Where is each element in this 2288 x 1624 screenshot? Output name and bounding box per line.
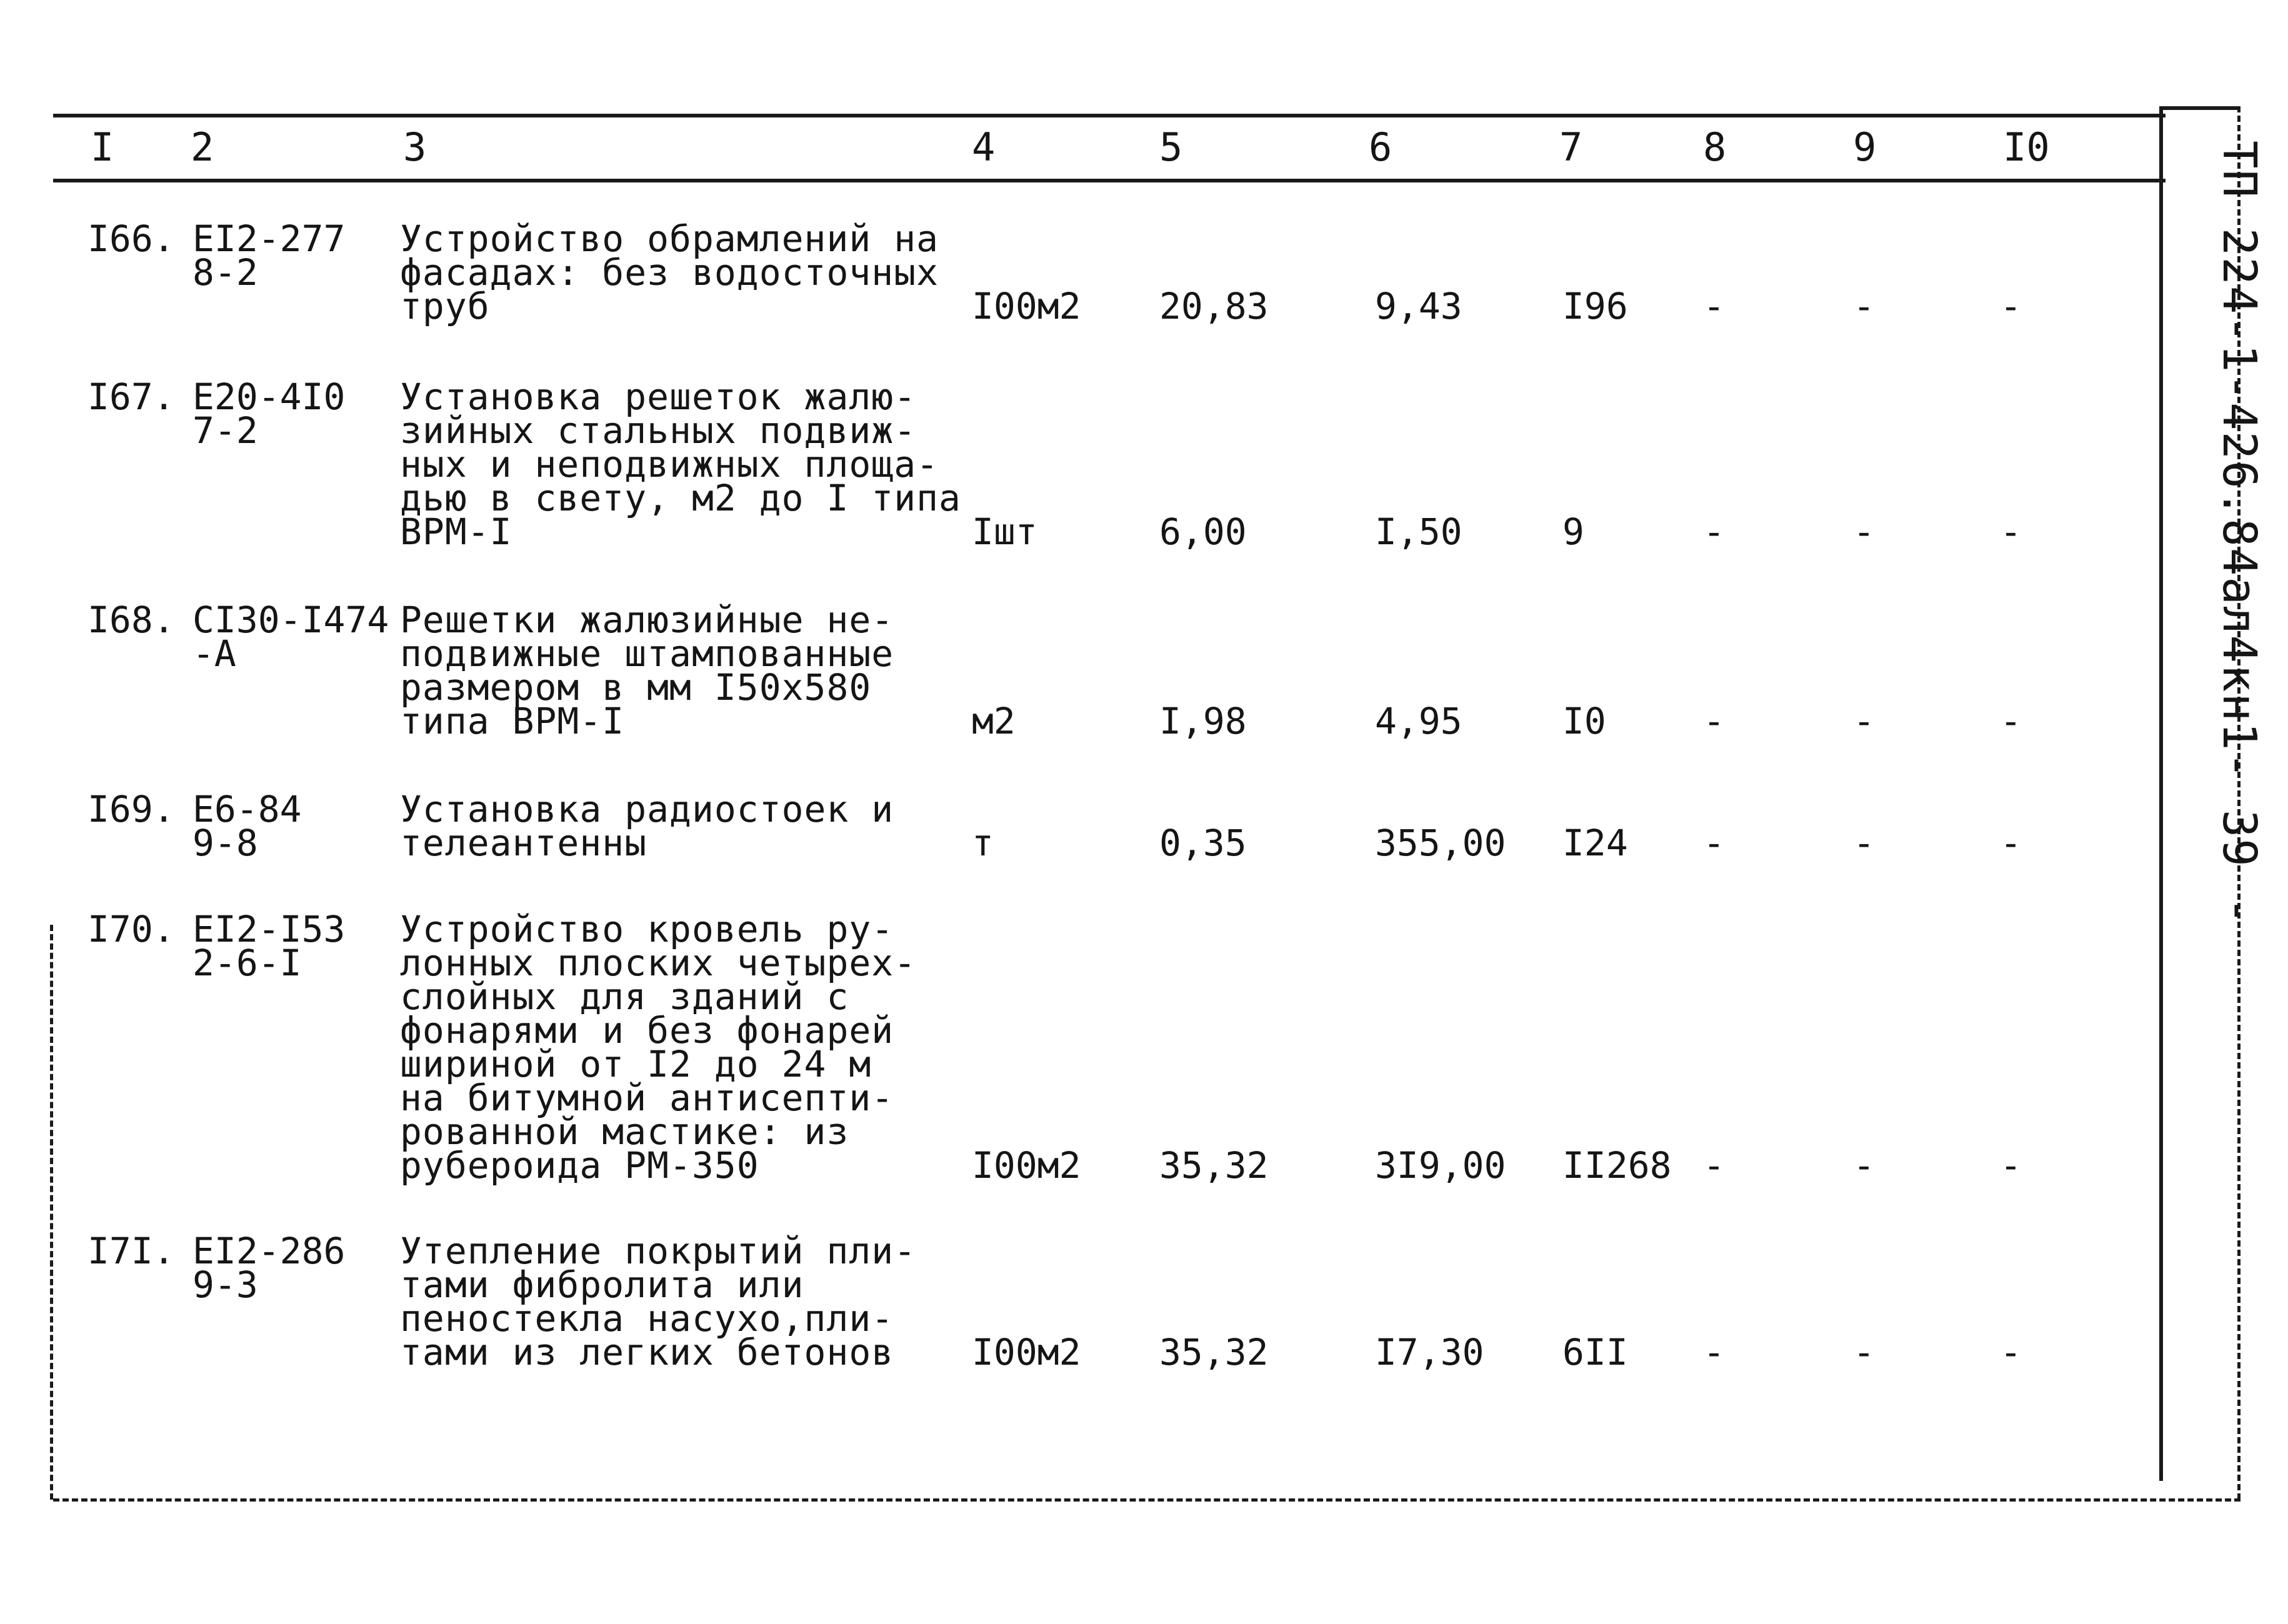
rate-code: E6-84 9-8 — [192, 788, 302, 864]
unit: I00м2 — [972, 285, 1081, 327]
work-description: Утепление покрытий пли- тами фибролита или пеностекла насухо,пли- тами из легких бетонов — [400, 1230, 917, 1373]
row-number: I70. — [87, 908, 175, 950]
column-header-9: 9 — [1853, 124, 1877, 170]
work-description: Решетки жалюзийные не- подвижные штампованные размером в мм I50x580 типа ВРМ-I — [400, 599, 894, 742]
work-description: Устройство обрамлений на фасадах: без водосточных труб — [400, 217, 939, 327]
col8-value: - — [1703, 511, 1725, 553]
unit-price: 4,95 — [1375, 700, 1462, 742]
unit: I00м2 — [972, 1331, 1081, 1373]
col8-value: - — [1703, 822, 1725, 864]
quantity: 35,32 — [1159, 1144, 1269, 1187]
row-number: I67. — [87, 376, 175, 418]
header-separator — [53, 179, 2166, 182]
unit-price: 3I9,00 — [1375, 1144, 1506, 1187]
total-cost: II268 — [1562, 1144, 1672, 1187]
row-number: I66. — [87, 217, 175, 260]
column-header-3: 3 — [403, 124, 427, 170]
col9-value: - — [1853, 1331, 1875, 1373]
col10-value: - — [2000, 700, 2022, 742]
row-number: I68. — [87, 599, 175, 641]
col10-value: - — [2000, 511, 2022, 553]
column-header-4: 4 — [972, 124, 996, 170]
col9-value: - — [1853, 700, 1875, 742]
col9-value: - — [1853, 511, 1875, 553]
quantity: 35,32 — [1159, 1331, 1269, 1373]
column-header-6: 6 — [1369, 124, 1392, 170]
top-border — [53, 114, 2166, 117]
work-description: Устройство кровель ру- лонных плоских четырех- слойных для зданий с фонарями и без фонарей шириной от I2 до 24 м на битумной антисепти- рованной мастике: из рубероида РМ-350 — [400, 908, 917, 1187]
col10-value: - — [2000, 1144, 2022, 1187]
unit-price: I7,30 — [1375, 1331, 1484, 1373]
unit-price: 9,43 — [1375, 285, 1462, 327]
row-number: I7I. — [87, 1230, 175, 1272]
column-header-5: 5 — [1159, 124, 1183, 170]
col9-value: - — [1853, 285, 1875, 327]
unit: Iшт — [972, 511, 1037, 553]
total-cost: I96 — [1562, 285, 1628, 327]
unit: т — [972, 822, 994, 864]
col8-value: - — [1703, 700, 1725, 742]
column-header-1: I — [91, 124, 114, 170]
rate-code: EI2-286 9-3 — [192, 1230, 346, 1306]
col10-value: - — [2000, 822, 2022, 864]
bottom-border — [53, 1498, 2241, 1502]
column-header-8: 8 — [1703, 124, 1727, 170]
col8-value: - — [1703, 1144, 1725, 1187]
quantity: I,98 — [1159, 700, 1247, 742]
col8-value: - — [1703, 285, 1725, 327]
unit: I00м2 — [972, 1144, 1081, 1187]
column-header-10: I0 — [2003, 124, 2050, 170]
left-border — [50, 925, 53, 1500]
document-code-stamp: ТП 224-1-426.84ал4кн1- 39 - — [2212, 141, 2266, 926]
rate-code: E20-4I0 7-2 — [192, 376, 346, 452]
rate-code: EI2-I53 2-6-I — [192, 908, 346, 984]
stamp-left-border — [2159, 106, 2163, 1481]
work-description: Установка решеток жалю- зийных стальных подвиж- ных и неподвижных площа- дью в свету, м2 до I типа ВРМ-I — [400, 376, 961, 553]
column-header-7: 7 — [1559, 124, 1583, 170]
unit-price: 355,00 — [1375, 822, 1506, 864]
work-description: Установка радиостоек и телеантенны — [400, 788, 894, 864]
stamp-top-border — [2162, 106, 2241, 110]
col9-value: - — [1853, 1144, 1875, 1187]
rate-code: EI2-277 8-2 — [192, 217, 346, 294]
col10-value: - — [2000, 1331, 2022, 1373]
rate-code: CI30-I474 -A — [192, 599, 389, 675]
col10-value: - — [2000, 285, 2022, 327]
quantity: 6,00 — [1159, 511, 1247, 553]
quantity: 0,35 — [1159, 822, 1247, 864]
quantity: 20,83 — [1159, 285, 1269, 327]
total-cost: 9 — [1562, 511, 1584, 553]
total-cost: I0 — [1562, 700, 1606, 742]
unit: м2 — [972, 700, 1016, 742]
total-cost: 6II — [1562, 1331, 1628, 1373]
row-number: I69. — [87, 788, 175, 830]
total-cost: I24 — [1562, 822, 1628, 864]
col9-value: - — [1853, 822, 1875, 864]
col8-value: - — [1703, 1331, 1725, 1373]
column-header-2: 2 — [191, 124, 214, 170]
unit-price: I,50 — [1375, 511, 1462, 553]
